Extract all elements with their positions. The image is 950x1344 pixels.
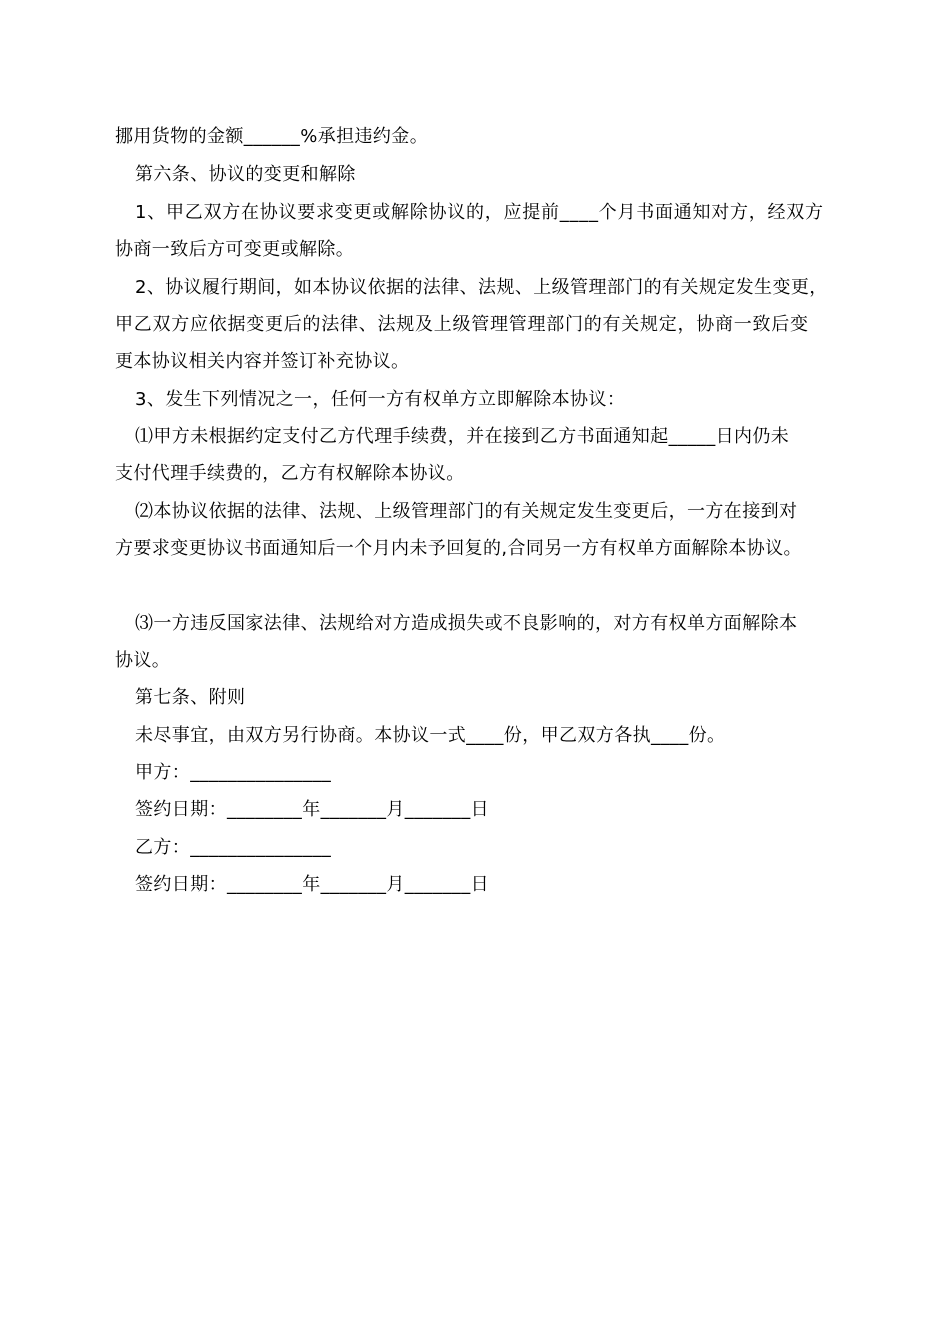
paragraph-line: 协商一致后方可变更或解除。	[115, 239, 355, 260]
paragraph-line: ⑴甲方未根据约定支付乙方代理手续费，并在接到乙方书面通知起_____日内仍未	[135, 426, 790, 447]
party-a-signature-field: 甲方：_______________	[135, 762, 332, 783]
paragraph-line: 1、甲乙双方在协议要求变更或解除协议的，应提前____个月书面通知对方，经双方	[135, 202, 824, 223]
paragraph-line: 方要求变更协议书面通知后一个月内未予回复的,合同另一方有权单方面解除本协议。	[115, 538, 802, 559]
paragraph-line: 3、发生下列情况之一，任何一方有权单方立即解除本协议：	[135, 389, 626, 410]
paragraph-line: 更本协议相关内容并签订补充协议。	[115, 351, 410, 372]
paragraph-line: 协议。	[115, 650, 171, 671]
paragraph-line: 2、协议履行期间，如本协议依据的法律、法规、上级管理部门的有关规定发生变更，	[135, 277, 828, 298]
paragraph-line: 未尽事宜，由双方另行协商。本协议一式____份，甲乙双方各执____份。	[135, 725, 726, 746]
paragraph-line: 支付代理手续费的，乙方有权解除本协议。	[115, 463, 465, 484]
party-a-signing-date: 签约日期：________年_______月_______日	[135, 799, 489, 820]
paragraph-line: ⑵本协议依据的法律、法规、上级管理部门的有关规定发生变更后，一方在接到对	[135, 501, 798, 522]
section-heading-6: 第六条、协议的变更和解除	[135, 164, 356, 185]
paragraph-line: 甲乙双方应依据变更后的法律、法规及上级管理管理部门的有关规定，协商一致后变	[115, 314, 809, 335]
party-b-signature-field: 乙方：_______________	[135, 837, 332, 858]
paragraph-line: ⑶一方违反国家法律、法规给对方造成损失或不良影响的，对方有权单方面解除本	[135, 613, 798, 634]
party-b-signing-date: 签约日期：________年_______月_______日	[135, 874, 489, 895]
paragraph-line: 挪用货物的金额______%承担违约金。	[115, 126, 429, 147]
section-heading-7: 第七条、附则	[135, 687, 246, 708]
